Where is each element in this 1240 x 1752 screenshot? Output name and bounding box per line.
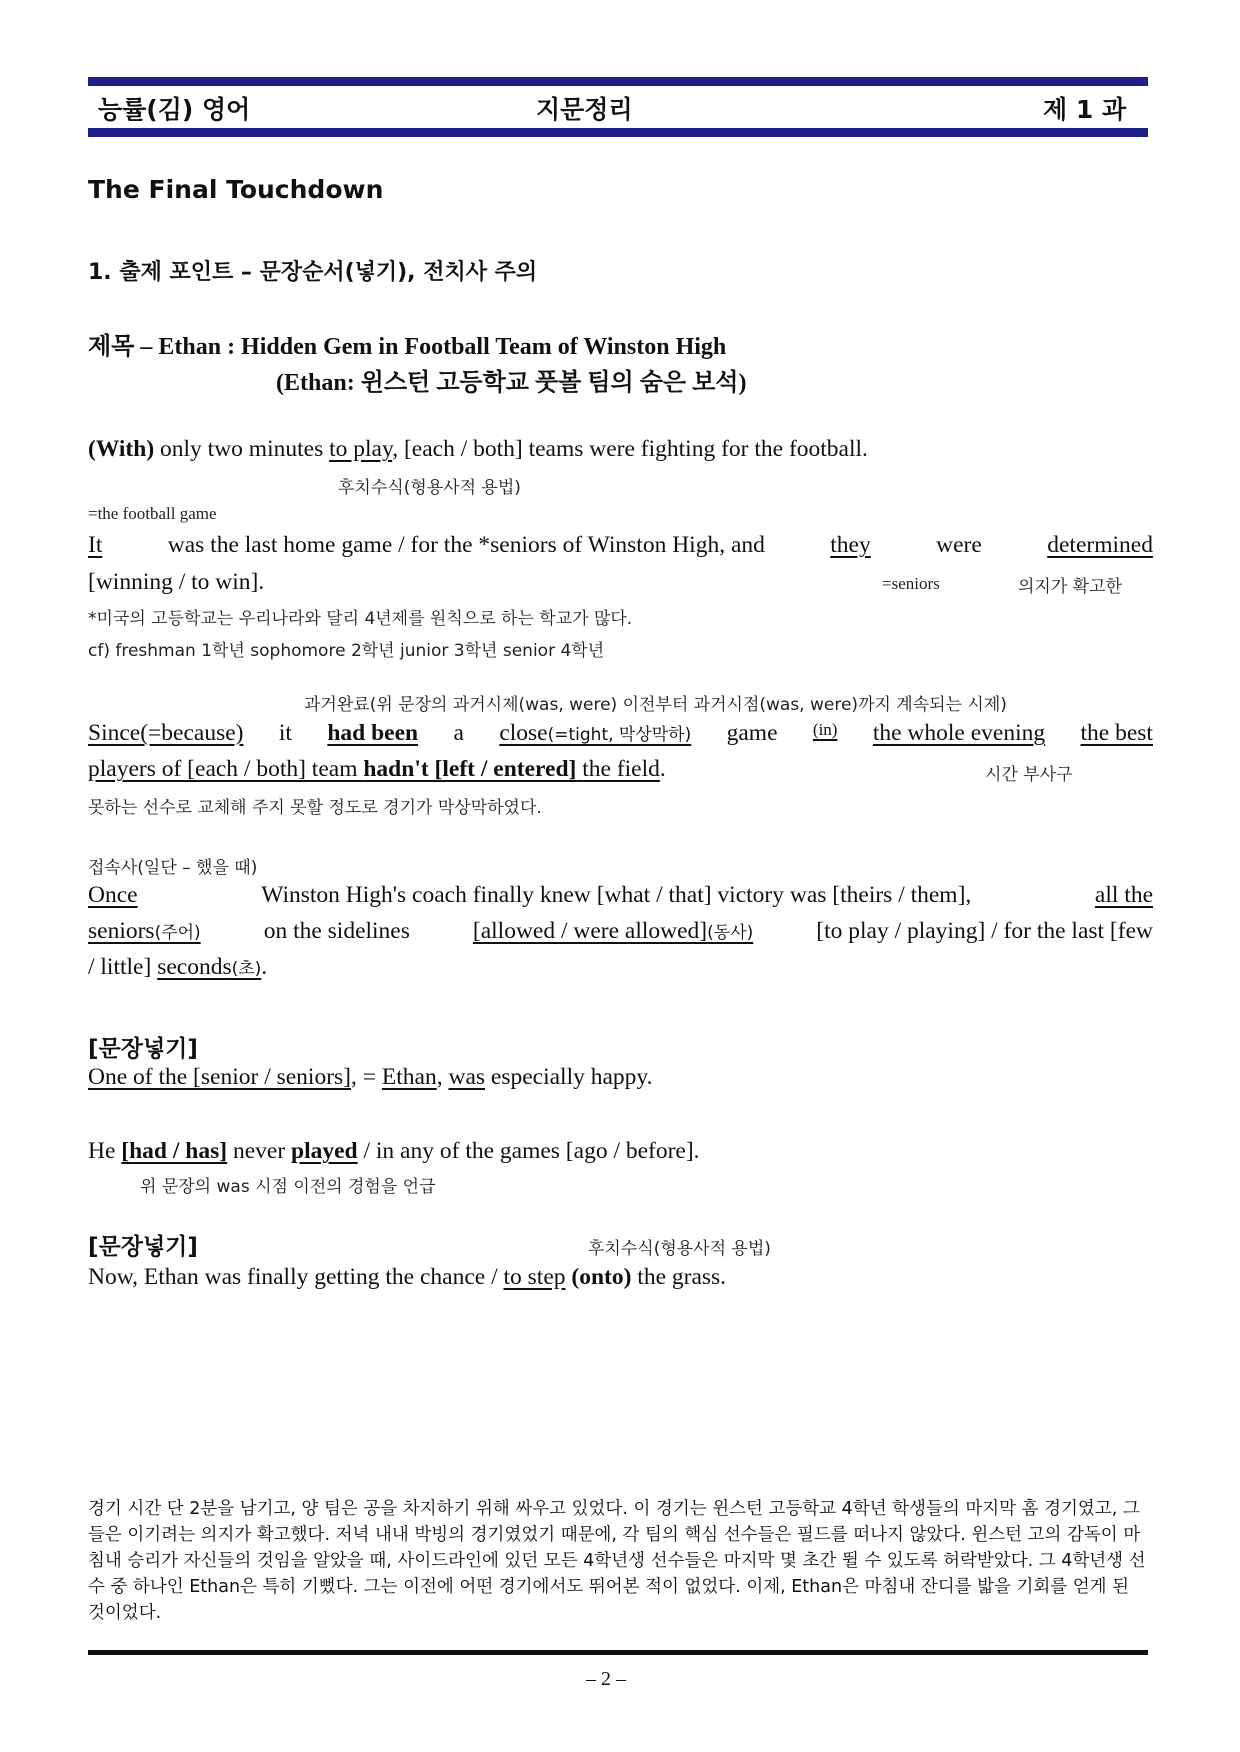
s4-c: [to play / playing] / for the last [few [816, 918, 1153, 944]
sentence-4-line-1 [88, 882, 1153, 909]
s6-note: 위 문장의 was 시점 이전의 경험을 언급 [140, 1177, 436, 1197]
sentence-4-line-3 [88, 954, 267, 981]
subject-line-1: 제목 – Ethan : Hidden Gem in Football Team of Winston High [88, 334, 727, 360]
s4-subj-note: (주어) [154, 923, 201, 943]
s4-d: / little] [88, 954, 152, 980]
s2-note-determined: 의지가 확고한 [1018, 577, 1122, 597]
s2-it: It [88, 532, 103, 558]
s4-b: on the sidelines [263, 918, 410, 944]
s2-note-seniors: =seniors [882, 574, 940, 593]
s3-in: (in) [812, 720, 838, 739]
insert2-heading: [문장넣기] [88, 1234, 198, 1260]
header-right: 제 1 과 [1043, 95, 1127, 124]
header-bottom-bar [88, 128, 1148, 137]
s3-hadnt: hadn't [left / entered] [363, 756, 577, 782]
insert2-onto: (onto) [571, 1264, 632, 1290]
insert1-was: was [448, 1064, 486, 1090]
sentence-2-line-1 [88, 532, 1153, 559]
subject-line-2: (Ethan: 윈스턴 고등학교 풋볼 팀의 숨은 보석) [276, 370, 747, 396]
s2-they: they [830, 532, 871, 558]
insert2-b: the grass. [637, 1264, 727, 1290]
insert1-one-of: One of the [senior / seniors] [88, 1064, 351, 1090]
insert2-to-step: to step [503, 1264, 566, 1290]
sentence-3-line-2 [88, 756, 666, 783]
s4-once: Once [88, 882, 138, 908]
s1-a: only two minutes [160, 436, 324, 462]
s4-seniors: seniors [88, 918, 155, 944]
s4-all-the: all the [1094, 882, 1153, 908]
header-top-bar [88, 77, 1148, 86]
footer-bar [88, 1650, 1148, 1655]
insert2-a: Now, Ethan was finally getting the chance / [88, 1264, 498, 1290]
s3-game: game [726, 720, 778, 746]
s4-sec-note: (초) [231, 959, 262, 979]
insert2-note: 후치수식(형용사적 용법) [588, 1239, 771, 1259]
s6-played: played [291, 1138, 358, 1164]
s2-determined: determined [1047, 532, 1153, 558]
s3-period: . [659, 756, 666, 782]
s4-seconds: seconds [157, 954, 232, 980]
insert1-rest: especially happy. [490, 1064, 653, 1090]
exam-point: 1. 출제 포인트 – 문장순서(넣기), 전치사 주의 [88, 260, 538, 285]
page-number: – 2 – [586, 1668, 626, 1690]
s3-note-time: 시간 부사구 [985, 765, 1073, 785]
insert1-comma: , [436, 1064, 443, 1090]
s2-footnote-1: *미국의 고등학교는 우리나라와 달리 4년제를 원칙으로 하는 학교가 많다. [88, 609, 633, 629]
s3-a: a [453, 720, 464, 746]
s3-close: close [499, 720, 548, 746]
sentence-3-line-1 [88, 720, 1153, 747]
s4-verb-note: (동사) [707, 923, 754, 943]
s3-note-bottom: 못하는 선수로 교체해 주지 못할 정도로 경기가 막상막하였다. [88, 798, 542, 818]
s2-a: was the last home game / for the *seniors of Winston High, and [167, 532, 765, 558]
s3-field: the field [582, 756, 660, 782]
s4-a: Winston High's coach finally knew [what / that] victory was [theirs / them], [261, 882, 972, 908]
s6-he: He [88, 1138, 116, 1164]
s2-footnote-2: cf) freshman 1학년 sophomore 2학년 junior 3학년 senior 4학년 [88, 641, 605, 661]
insert1-heading: [문장넣기] [88, 1036, 198, 1062]
s2-were: were [936, 532, 982, 558]
sentence-2-line-2: [winning / to win]. [88, 569, 265, 595]
s3-since: Since(=because) [88, 720, 244, 746]
s1-note: 후치수식(형용사적 용법) [338, 478, 521, 498]
s1-with: (With) [88, 436, 155, 462]
s1-b: , [each / both] teams were fighting for the football. [392, 436, 868, 462]
header-center: 지문정리 [536, 95, 633, 124]
insert2-sentence [88, 1264, 726, 1291]
insert1-ethan: Ethan [381, 1064, 437, 1090]
s2-note-top: =the football game [88, 504, 217, 523]
insert1-eq: , = [351, 1064, 382, 1090]
s6-never: never [232, 1138, 286, 1164]
s3-players: players of [each / both] team [88, 756, 358, 782]
s4-note-top: 접속사(일단 – 했을 때) [88, 858, 258, 878]
korean-translation: 경기 시간 단 2분을 남기고, 양 팀은 공을 차지하기 위해 싸우고 있었다. 이 경기는 윈스턴 고등학교 4학년 학생들의 마지막 홈 경기였고, 그들은 이기려는 의지가 확고했다. 저녁 내내 박빙의 경기였었기 때문에, 각 팀의 핵심 선수들은 필드를 떠나지 않았다. 윈스턴 고의 감독이 마침내 승리가 자신들의 것임을 알았을 때, 사이드라인에 있던 모든 4학년생 선수들은 마지막 몇 초간 뛸 수 있도록 허락받았다. 그 4학년생 선수 중 하나인 Ethan은 특히 기뻤다. 그는 이전에 어떤 경기에서도 뛰어본 적이 없었다. 이제, Ethan은 마침내 잔디를 밟을 기회를 얻게 된 것이었다. [88, 1499, 1146, 1623]
header-left: 능률(김) 영어 [98, 95, 251, 124]
s3-best: the best [1080, 720, 1153, 746]
sentence-4-line-2 [88, 918, 1153, 945]
s3-close-note: (=tight, 막상막하) [547, 725, 692, 745]
sentence-6 [88, 1138, 700, 1165]
s4-end: . [261, 954, 268, 980]
sentence-1 [88, 436, 868, 463]
page-title: The Final Touchdown [88, 175, 384, 204]
s4-allowed: [allowed / were allowed] [472, 918, 708, 944]
s3-had-been: had been [327, 720, 419, 746]
insert1-sentence [88, 1064, 653, 1091]
s3-whole: the whole evening [872, 720, 1046, 746]
s3-it: it [278, 720, 292, 746]
s3-note-top: 과거완료(위 문장의 과거시제(was, were) 이전부터 과거시점(was, were)까지 계속되는 시제) [304, 695, 1007, 715]
s6-rest: / in any of the games [ago / before]. [363, 1138, 700, 1164]
s1-to-play: to play [329, 436, 393, 462]
s6-had-has: [had / has] [121, 1138, 228, 1164]
